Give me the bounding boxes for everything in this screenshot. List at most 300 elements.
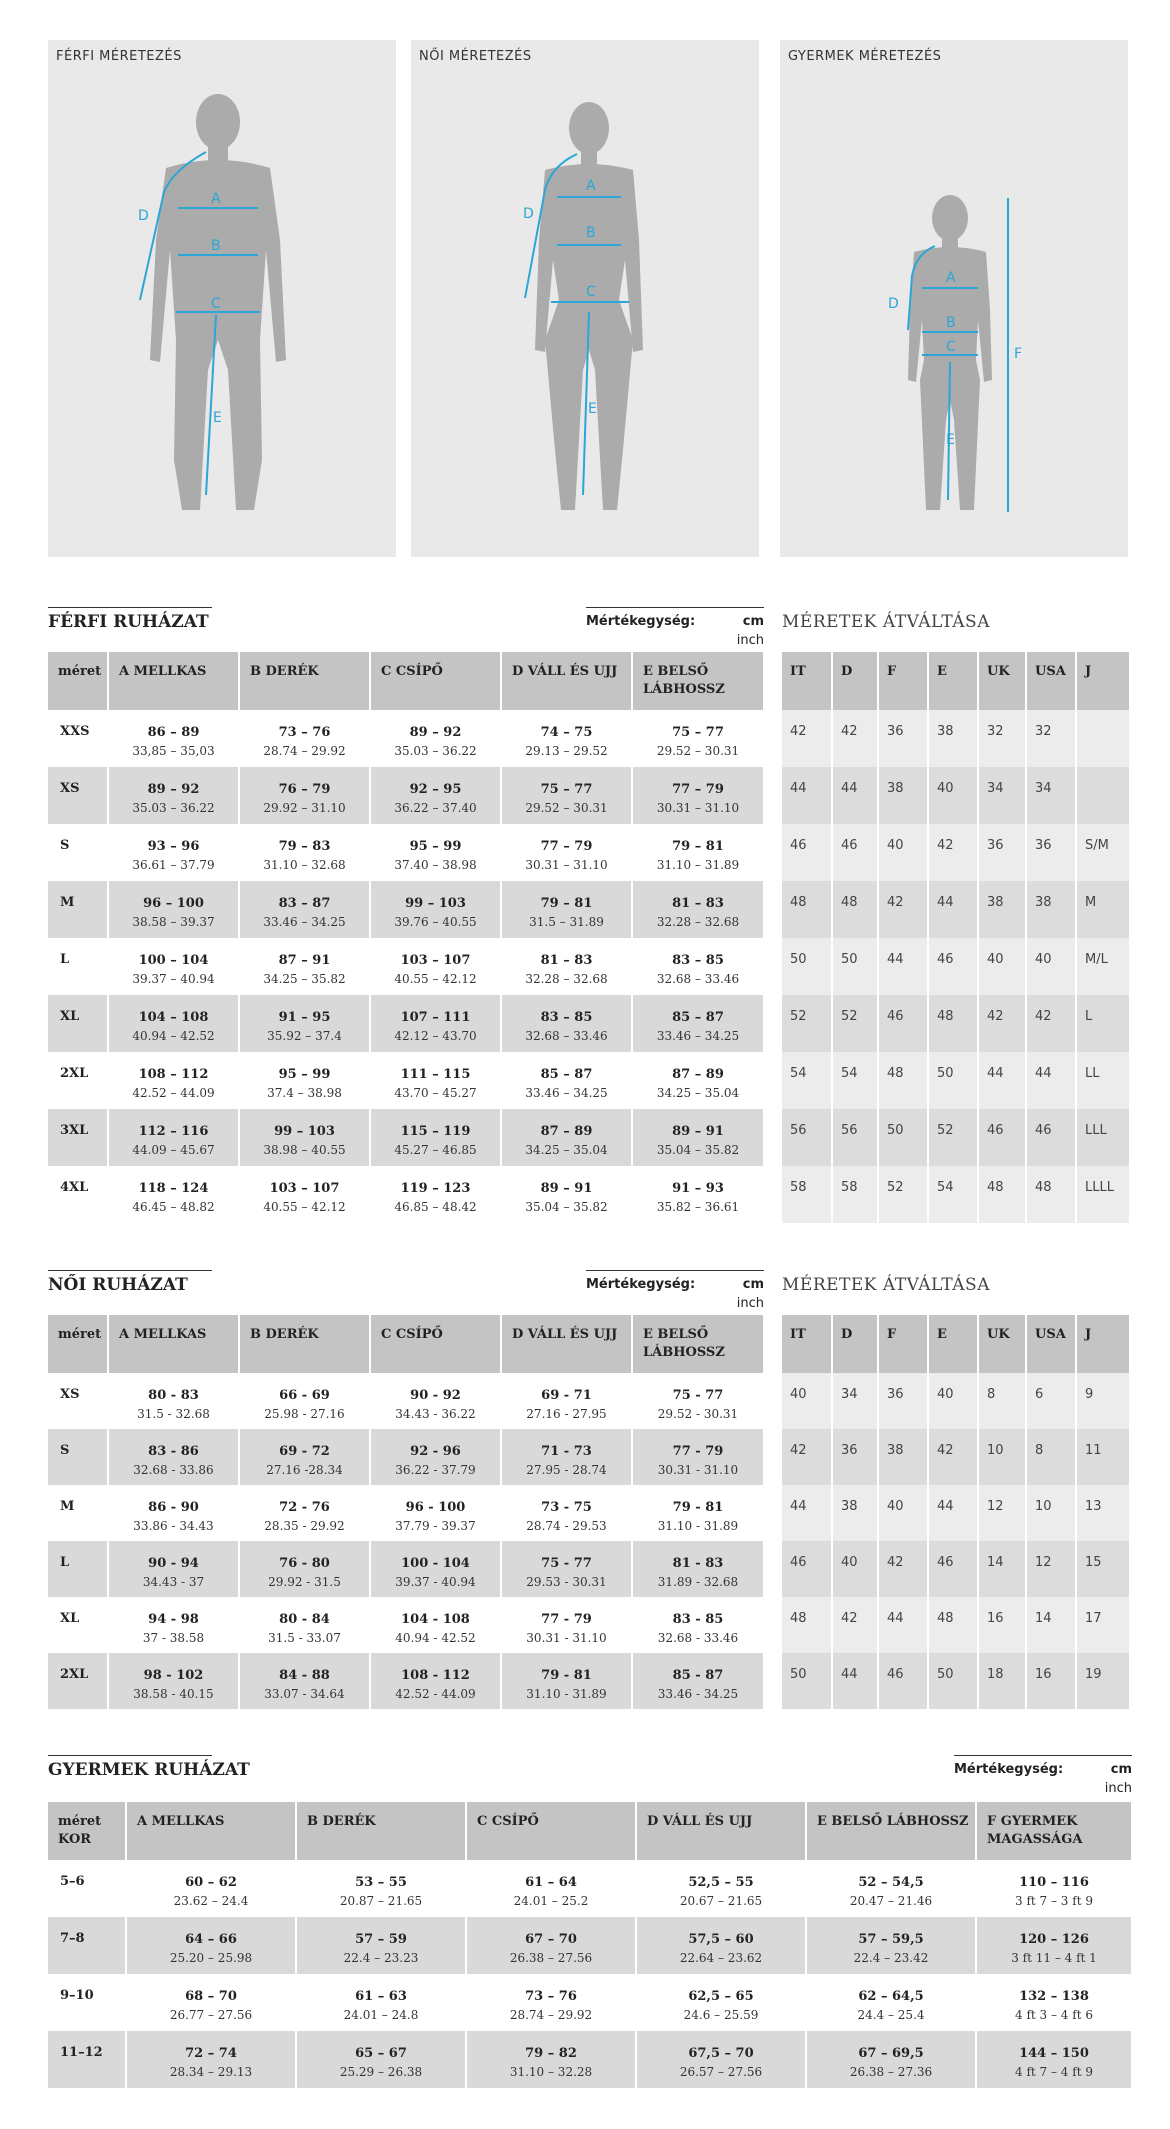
col-header-a: A MELLKAS	[126, 1802, 296, 1860]
inch-value: 35.03 – 36.22	[394, 744, 477, 758]
measure-cell	[370, 995, 501, 1052]
label-a: A	[946, 270, 956, 286]
measure-cell	[108, 767, 239, 824]
women-silhouette	[411, 40, 759, 557]
cm-value: 75 - 77	[541, 1556, 592, 1571]
measure-cell	[976, 1860, 1132, 1917]
conversion-cell: 34	[978, 767, 1026, 824]
conversion-row	[782, 1052, 1130, 1109]
measure-cell	[370, 824, 501, 881]
measure-cell	[466, 2031, 636, 2088]
measure-cell	[501, 824, 632, 881]
conversion-row	[782, 1653, 1130, 1709]
measure-cell	[126, 1974, 296, 2031]
cm-value: 108 – 112	[138, 1067, 209, 1082]
conversion-row	[782, 1166, 1130, 1223]
conversion-title: MÉRETEK ÁTVÁLTÁSA	[782, 612, 990, 632]
cm-value: 120 – 126	[1019, 1932, 1089, 1947]
inch-value: 44.09 – 45.67	[132, 1143, 215, 1157]
conversion-cell: 40	[878, 824, 928, 881]
inch-value: 32.68 - 33.86	[133, 1463, 214, 1477]
inch-value: 31.10 – 32.68	[263, 858, 346, 872]
measure-cell	[239, 710, 370, 767]
conversion-cell: 17	[1076, 1597, 1130, 1653]
inch-value: 31.10 - 31.89	[657, 1519, 739, 1533]
inch-value: 38.58 – 39.37	[132, 915, 215, 929]
conversion-cell: 36	[878, 1373, 928, 1429]
measure-cell	[632, 1485, 764, 1541]
measure-cell	[126, 1917, 296, 1974]
inch-value: 29.92 – 31.10	[263, 801, 346, 815]
table-row	[48, 995, 764, 1052]
cm-value: 91 – 95	[278, 1010, 331, 1025]
cm-value: 80 - 83	[148, 1388, 199, 1403]
conversion-row	[782, 1429, 1130, 1485]
conversion-cell: 32	[978, 710, 1026, 767]
cm-value: 89 – 91	[540, 1181, 593, 1196]
inch-value: 28.74 – 29.92	[509, 2008, 593, 2022]
cm-value: 77 - 79	[541, 1612, 592, 1627]
measure-cell	[370, 1541, 501, 1597]
table-row	[48, 1917, 1132, 1974]
conversion-cell: 36	[978, 824, 1026, 881]
inch-value: 28.35 - 29.92	[264, 1519, 345, 1533]
cm-value: 115 – 119	[400, 1124, 471, 1139]
inch-value: 30.31 - 31.10	[526, 1631, 607, 1645]
cm-value: 86 - 90	[148, 1500, 199, 1515]
cm-value: 75 – 77	[540, 782, 593, 797]
cm-value: 111 – 115	[400, 1067, 471, 1082]
cm-value: 77 - 79	[672, 1444, 724, 1459]
table-row	[48, 1109, 764, 1166]
inch-value: 32.68 - 33.46	[657, 1631, 739, 1645]
table-row	[48, 824, 764, 881]
inch-value: 37.4 – 38.98	[267, 1086, 342, 1100]
inch-value: 32.28 – 32.68	[525, 972, 608, 986]
col-header-size: méret	[48, 652, 108, 710]
conversion-cell: S/M	[1076, 824, 1130, 881]
measure-cell	[239, 1429, 370, 1485]
label-d: D	[523, 206, 534, 222]
cm-value: 96 - 100	[405, 1500, 466, 1515]
women-figure-panel	[411, 40, 759, 557]
kids-silhouette	[780, 40, 1128, 557]
conversion-cell: 50	[878, 1109, 928, 1166]
inch-value: 34.25 – 35.82	[263, 972, 346, 986]
inch-value: 29.52 - 30.31	[657, 1407, 739, 1421]
conversion-cell: 50	[782, 938, 832, 995]
cm-value: 77 – 79	[540, 839, 593, 854]
measure-cell	[126, 2031, 296, 2088]
conversion-row	[782, 767, 1130, 824]
inch-value: 32.68 – 33.46	[656, 972, 740, 986]
inch-value: 20.67 – 21.65	[679, 1894, 763, 1908]
inch-value: 26.38 – 27.36	[849, 2065, 933, 2079]
men-section-title: FÉRFI RUHÁZAT	[48, 612, 209, 632]
cm-value: 92 - 96	[410, 1444, 461, 1459]
cm-value: 83 - 86	[148, 1444, 199, 1459]
conversion-cell: 44	[928, 881, 978, 938]
size-cell: 7–8	[48, 1917, 126, 1974]
conversion-cell: 44	[878, 1597, 928, 1653]
label-f: F	[1014, 346, 1023, 362]
unit-cm: cm	[742, 614, 764, 629]
conversion-cell: 48	[928, 995, 978, 1052]
label-d: D	[888, 296, 899, 312]
conversion-cell: M/L	[1076, 938, 1130, 995]
conversion-cell	[1076, 710, 1130, 767]
size-cell: M	[48, 881, 108, 938]
cm-value: 66 - 69	[279, 1388, 330, 1403]
conversion-cell: 46	[878, 995, 928, 1052]
conversion-cell: 42	[832, 710, 878, 767]
measure-cell	[239, 938, 370, 995]
inch-value: 3 ft 7 – 3 ft 9	[1015, 1894, 1093, 1908]
inch-value: 42.12 – 43.70	[394, 1029, 477, 1043]
panel-title: GYERMEK MÉRETEZÉS	[788, 49, 942, 64]
inch-value: 35.92 – 37.4	[267, 1029, 342, 1043]
measure-cell	[632, 1109, 764, 1166]
measure-cell	[501, 1109, 632, 1166]
table-row	[48, 1597, 764, 1653]
cm-value: 57,5 – 60	[688, 1932, 754, 1947]
conversion-cell: 38	[928, 710, 978, 767]
conversion-cell: 48	[928, 1597, 978, 1653]
col-header-d: D VÁLL ÉS UJJ	[501, 652, 632, 710]
col-header-b: B DERÉK	[239, 652, 370, 710]
cm-value: 69 - 71	[541, 1388, 592, 1403]
inch-value: 30.31 - 31.10	[657, 1463, 739, 1477]
inch-value: 31.89 - 32.68	[657, 1575, 739, 1589]
measure-cell	[239, 1109, 370, 1166]
conversion-cell	[1076, 767, 1130, 824]
measure-cell	[108, 1485, 239, 1541]
table-row	[48, 1429, 764, 1485]
cm-value: 103 – 107	[269, 1181, 340, 1196]
inch-value: 3 ft 11 – 4 ft 1	[1011, 1951, 1097, 1965]
label-b: B	[946, 315, 956, 331]
cm-value: 52,5 – 55	[688, 1875, 754, 1890]
conversion-row	[782, 710, 1130, 767]
inch-value: 31.5 – 31.89	[529, 915, 604, 929]
conversion-cell: 34	[1026, 767, 1076, 824]
conversion-cell: 48	[782, 1597, 832, 1653]
divider	[48, 607, 212, 608]
conversion-cell: 44	[832, 767, 878, 824]
conversion-cell: 40	[928, 1373, 978, 1429]
inch-value: 45.27 – 46.85	[394, 1143, 477, 1157]
inch-value: 32.28 – 32.68	[656, 915, 740, 929]
inch-value: 31.10 - 31.89	[526, 1687, 607, 1701]
col-header-e: E BELSŐ LÁBHOSSZ	[632, 1315, 764, 1373]
measure-cell	[370, 710, 501, 767]
measure-cell	[976, 1974, 1132, 2031]
inch-value: 40.55 – 42.12	[394, 972, 477, 986]
inch-value: 37.40 – 38.98	[394, 858, 477, 872]
size-cell: 5–6	[48, 1860, 126, 1917]
measure-cell	[370, 1052, 501, 1109]
measure-cell	[501, 995, 632, 1052]
table-row	[48, 1052, 764, 1109]
table-row	[48, 1974, 1132, 2031]
measure-cell	[632, 824, 764, 881]
conversion-row	[782, 1541, 1130, 1597]
inch-value: 38.58 - 40.15	[133, 1687, 214, 1701]
cm-value: 87 – 89	[672, 1067, 724, 1082]
size-cell: 9–10	[48, 1974, 126, 2031]
cm-value: 90 - 94	[148, 1556, 199, 1571]
inch-value: 39.37 – 40.94	[132, 972, 215, 986]
conversion-cell: 46	[878, 1653, 928, 1709]
conversion-cell: 36	[1026, 824, 1076, 881]
measure-cell	[296, 1860, 466, 1917]
men-figure-panel	[48, 40, 396, 557]
measure-cell	[632, 995, 764, 1052]
conversion-cell: 46	[928, 1541, 978, 1597]
measure-cell	[239, 881, 370, 938]
conversion-cell: 42	[1026, 995, 1076, 1052]
conversion-row	[782, 881, 1130, 938]
measure-cell	[976, 1917, 1132, 1974]
conversion-cell: 52	[832, 995, 878, 1052]
cm-value: 79 - 81	[672, 1500, 724, 1515]
conversion-cell: 12	[1026, 1541, 1076, 1597]
kids-figure-panel	[780, 40, 1128, 557]
measure-cell	[632, 767, 764, 824]
conversion-cell: 42	[928, 1429, 978, 1485]
unit-cm: cm	[742, 1277, 764, 1292]
conversion-cell: 9	[1076, 1373, 1130, 1429]
measure-cell	[632, 710, 764, 767]
conversion-cell: 48	[832, 881, 878, 938]
unit-cm: cm	[1110, 1762, 1132, 1777]
inch-value: 26.77 – 27.56	[169, 2008, 253, 2022]
cm-value: 72 – 74	[185, 2046, 237, 2061]
cm-value: 75 - 77	[672, 1388, 724, 1403]
size-cell: S	[48, 1429, 108, 1485]
measure-cell	[501, 1597, 632, 1653]
conv-header-uk: UK	[978, 1315, 1026, 1373]
cm-value: 65 – 67	[355, 2046, 407, 2061]
inch-value: 29.53 - 30.31	[526, 1575, 607, 1589]
conversion-cell: 6	[1026, 1373, 1076, 1429]
col-header-size: méret	[48, 1315, 108, 1373]
conv-header-f: F	[878, 652, 928, 710]
inch-value: 39.37 - 40.94	[395, 1575, 476, 1589]
table-row	[48, 938, 764, 995]
cm-value: 96 – 100	[143, 896, 204, 911]
conversion-cell: 13	[1076, 1485, 1130, 1541]
cm-value: 67 – 69,5	[858, 2046, 924, 2061]
measure-cell	[501, 710, 632, 767]
cm-value: 85 – 87	[672, 1010, 724, 1025]
label-c: C	[586, 284, 596, 300]
conversion-cell: 44	[878, 938, 928, 995]
cm-value: 103 – 107	[400, 953, 471, 968]
conversion-cell: 58	[832, 1166, 878, 1223]
inch-value: 33.46 – 34.25	[656, 1029, 740, 1043]
inch-value: 31.10 – 31.89	[656, 858, 740, 872]
inch-value: 22.4 – 23.42	[853, 1951, 929, 1965]
cm-value: 79 – 81	[672, 839, 724, 854]
inch-value: 25.20 – 25.98	[169, 1951, 253, 1965]
cm-value: 73 – 76	[525, 1989, 577, 2004]
measure-cell	[108, 938, 239, 995]
conversion-cell: 56	[782, 1109, 832, 1166]
cm-value: 79 – 83	[278, 839, 331, 854]
measure-cell	[501, 1052, 632, 1109]
conversion-cell: 58	[782, 1166, 832, 1223]
conversion-cell: 38	[832, 1485, 878, 1541]
conversion-cell: M	[1076, 881, 1130, 938]
measure-cell	[370, 767, 501, 824]
cm-value: 108 - 112	[401, 1668, 470, 1683]
measure-cell	[501, 1429, 632, 1485]
conversion-cell: LL	[1076, 1052, 1130, 1109]
size-cell: XL	[48, 1597, 108, 1653]
inch-value: 25.98 - 27.16	[264, 1407, 345, 1421]
conversion-cell: 46	[928, 938, 978, 995]
conversion-cell: 42	[878, 1541, 928, 1597]
measure-cell	[636, 1917, 806, 1974]
cm-value: 99 – 103	[274, 1124, 335, 1139]
inch-value: 29.52 – 30.31	[656, 744, 740, 758]
cm-value: 83 - 85	[672, 1612, 724, 1627]
inch-value: 34.43 - 37	[142, 1575, 205, 1589]
conversion-cell: 10	[1026, 1485, 1076, 1541]
measure-cell	[370, 1166, 501, 1223]
measure-cell	[239, 1052, 370, 1109]
conversion-cell: 16	[978, 1597, 1026, 1653]
measure-cell	[370, 1485, 501, 1541]
conversion-cell: 38	[1026, 881, 1076, 938]
measure-cell	[632, 1429, 764, 1485]
divider	[586, 607, 764, 608]
cm-value: 71 - 73	[541, 1444, 592, 1459]
inch-value: 33.07 - 34.64	[264, 1687, 345, 1701]
label-b: B	[586, 225, 596, 241]
inch-value: 28.74 – 29.92	[263, 744, 346, 758]
unit-inch: inch	[736, 633, 764, 648]
measure-cell	[632, 881, 764, 938]
size-cell: 2XL	[48, 1052, 108, 1109]
cm-value: 76 - 80	[279, 1556, 330, 1571]
conv-header-it: IT	[782, 652, 832, 710]
inch-value: 20.87 – 21.65	[339, 1894, 423, 1908]
label-e: E	[213, 410, 222, 426]
measure-cell	[296, 1974, 466, 2031]
measure-cell	[108, 995, 239, 1052]
inch-value: 20.47 – 21.46	[849, 1894, 933, 1908]
inch-value: 22.4 – 23.23	[343, 1951, 419, 1965]
size-cell: L	[48, 938, 108, 995]
conversion-cell: 34	[832, 1373, 878, 1429]
cm-value: 52 – 54,5	[858, 1875, 924, 1890]
inch-value: 46.85 – 48.42	[394, 1200, 477, 1214]
cm-value: 104 – 108	[138, 1010, 209, 1025]
col-header-b: B DERÉK	[239, 1315, 370, 1373]
table-row	[48, 1541, 764, 1597]
conversion-cell: 50	[832, 938, 878, 995]
cm-value: 53 – 55	[355, 1875, 407, 1890]
inch-value: 34.25 – 35.04	[656, 1086, 740, 1100]
inch-value: 30.31 – 31.10	[656, 801, 740, 815]
conversion-cell: 42	[878, 881, 928, 938]
measure-cell	[370, 1653, 501, 1709]
conversion-cell: 44	[782, 1485, 832, 1541]
col-header-f: F GYERMEK MAGASSÁGA	[976, 1802, 1132, 1860]
inch-value: 36.22 - 37.79	[395, 1463, 476, 1477]
cm-value: 81 – 83	[540, 953, 593, 968]
cm-value: 73 - 75	[541, 1500, 592, 1515]
cm-value: 60 – 62	[185, 1875, 237, 1890]
measure-cell	[108, 824, 239, 881]
measure-cell	[239, 767, 370, 824]
conv-header-j: J	[1076, 1315, 1130, 1373]
cm-value: 83 – 87	[278, 896, 331, 911]
inch-value: 23.62 – 24.4	[173, 1894, 249, 1908]
measure-cell	[239, 995, 370, 1052]
conversion-cell: 46	[832, 824, 878, 881]
conversion-cell: 38	[978, 881, 1026, 938]
cm-value: 80 - 84	[279, 1612, 330, 1627]
conversion-cell: 40	[928, 767, 978, 824]
inch-value: 34.25 – 35.04	[525, 1143, 608, 1157]
inch-value: 29.52 – 30.31	[525, 801, 608, 815]
measure-cell	[370, 1109, 501, 1166]
inch-value: 43.70 – 45.27	[394, 1086, 477, 1100]
inch-value: 32.68 – 33.46	[525, 1029, 608, 1043]
inch-value: 40.94 – 42.52	[132, 1029, 215, 1043]
conversion-row	[782, 1373, 1130, 1429]
conversion-cell: 44	[978, 1052, 1026, 1109]
inch-value: 27.16 - 27.95	[526, 1407, 607, 1421]
inch-value: 28.34 – 29.13	[169, 2065, 253, 2079]
cm-value: 119 – 123	[400, 1181, 471, 1196]
inch-value: 24.01 – 24.8	[343, 2008, 419, 2022]
kids-section-title: GYERMEK RUHÁZAT	[48, 1760, 250, 1780]
size-cell: 3XL	[48, 1109, 108, 1166]
inch-value: 40.55 – 42.12	[263, 1200, 346, 1214]
unit-values	[700, 1275, 764, 1313]
cm-value: 79 - 81	[541, 1668, 592, 1683]
inch-value: 30.31 – 31.10	[525, 858, 608, 872]
cm-value: 104 - 108	[401, 1612, 470, 1627]
inch-value: 26.57 – 27.56	[679, 2065, 763, 2079]
conversion-cell: 18	[978, 1653, 1026, 1709]
divider	[48, 1755, 212, 1756]
inch-value: 33.86 - 34.43	[133, 1519, 214, 1533]
cm-value: 79 – 82	[525, 2046, 577, 2061]
cm-value: 91 – 93	[672, 1181, 724, 1196]
conversion-cell: 8	[978, 1373, 1026, 1429]
cm-value: 73 – 76	[278, 725, 331, 740]
inch-value: 4 ft 7 – 4 ft 9	[1015, 2065, 1093, 2079]
inch-value: 36.22 – 37.40	[394, 801, 477, 815]
cm-value: 107 – 111	[400, 1010, 471, 1025]
cm-value: 62,5 – 65	[688, 1989, 754, 2004]
conversion-cell: 40	[832, 1541, 878, 1597]
inch-value: 35.04 – 35.82	[656, 1143, 740, 1157]
conversion-cell: 12	[978, 1485, 1026, 1541]
conversion-cell: 50	[782, 1653, 832, 1709]
kids-size-table	[48, 1802, 1133, 2088]
measure-cell	[632, 1541, 764, 1597]
label-c: C	[946, 339, 956, 355]
panel-title: NŐI MÉRETEZÉS	[419, 49, 532, 64]
cm-value: 81 - 83	[672, 1556, 724, 1571]
conversion-cell: 38	[878, 767, 928, 824]
